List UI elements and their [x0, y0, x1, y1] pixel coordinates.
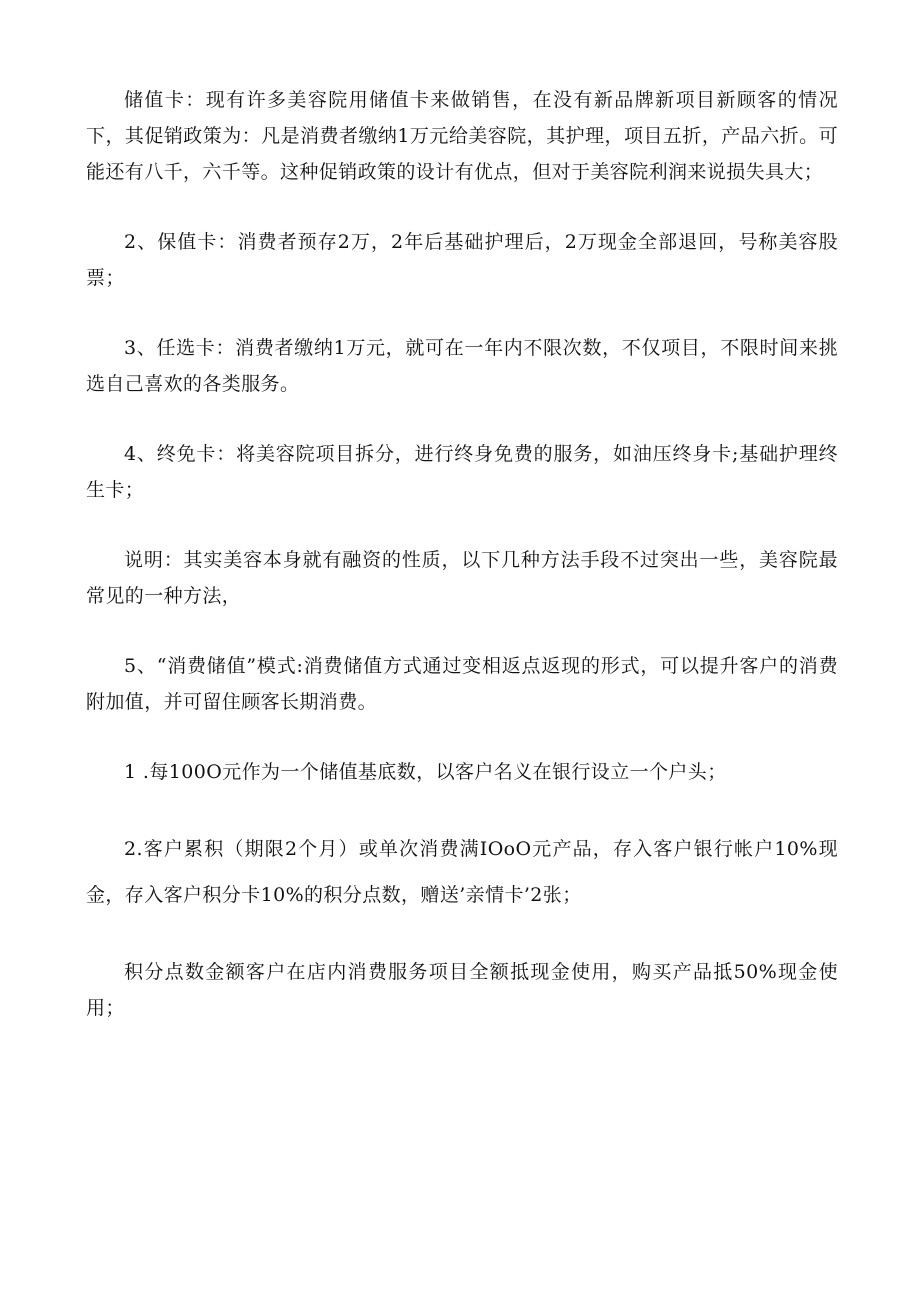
paragraph-optional-card: 3、任选卡：消费者缴纳1万元，就可在一年内不限次数，不仅项目，不限时间来挑选自己喜欢的各类服务。: [86, 337, 838, 395]
paragraph-explanation: 说明：其实美容本身就有融资的性质，以下几种方法手段不过突出一些，美容院最常见的一种方法，: [86, 549, 838, 607]
paragraph-value-preservation-card: 2、保值卡：消费者预存2万，2年后基础护理后，2万现金全部退回，号称美容股票；: [86, 231, 838, 289]
paragraph-rule-1: 1 .每100O元作为一个储值基底数，以客户名义在银行设立一个户头；: [124, 761, 727, 783]
paragraph-consumption-storage-model: 5、“消费储值”模式:消费储值方式通过变相返点返现的形式，可以提升客户的消费附加值，并可留住顾客长期消费。: [86, 655, 838, 713]
paragraph-rule-2: 2.客户累积（期限2个月）或单次消费满IOoO元产品，存入客户银行帐户10%现金，存入客户积分卡10%的积分点数，赠送’亲情卡’2张；: [86, 838, 838, 906]
paragraph-stored-value-card: 储值卡：现有许多美容院用储值卡来做销售，在没有新品牌新项目新顾客的情况下，其促销政策为：凡是消费者缴纳1万元给美容院，其护理，项目五折，产品六折。可能还有八千，六千等。这种促销政策的设计有优点，但对于美容院利润来说损失具大；: [86, 89, 838, 183]
paragraph-points-usage: 积分点数金额客户在店内消费服务项目全额抵现金使用，购买产品抵50%现金使用；: [86, 961, 838, 1019]
paragraph-lifetime-free-card: 4、终免卡：将美容院项目拆分，进行终身免费的服务，如油压终身卡;基础护理终生卡；: [86, 443, 838, 501]
